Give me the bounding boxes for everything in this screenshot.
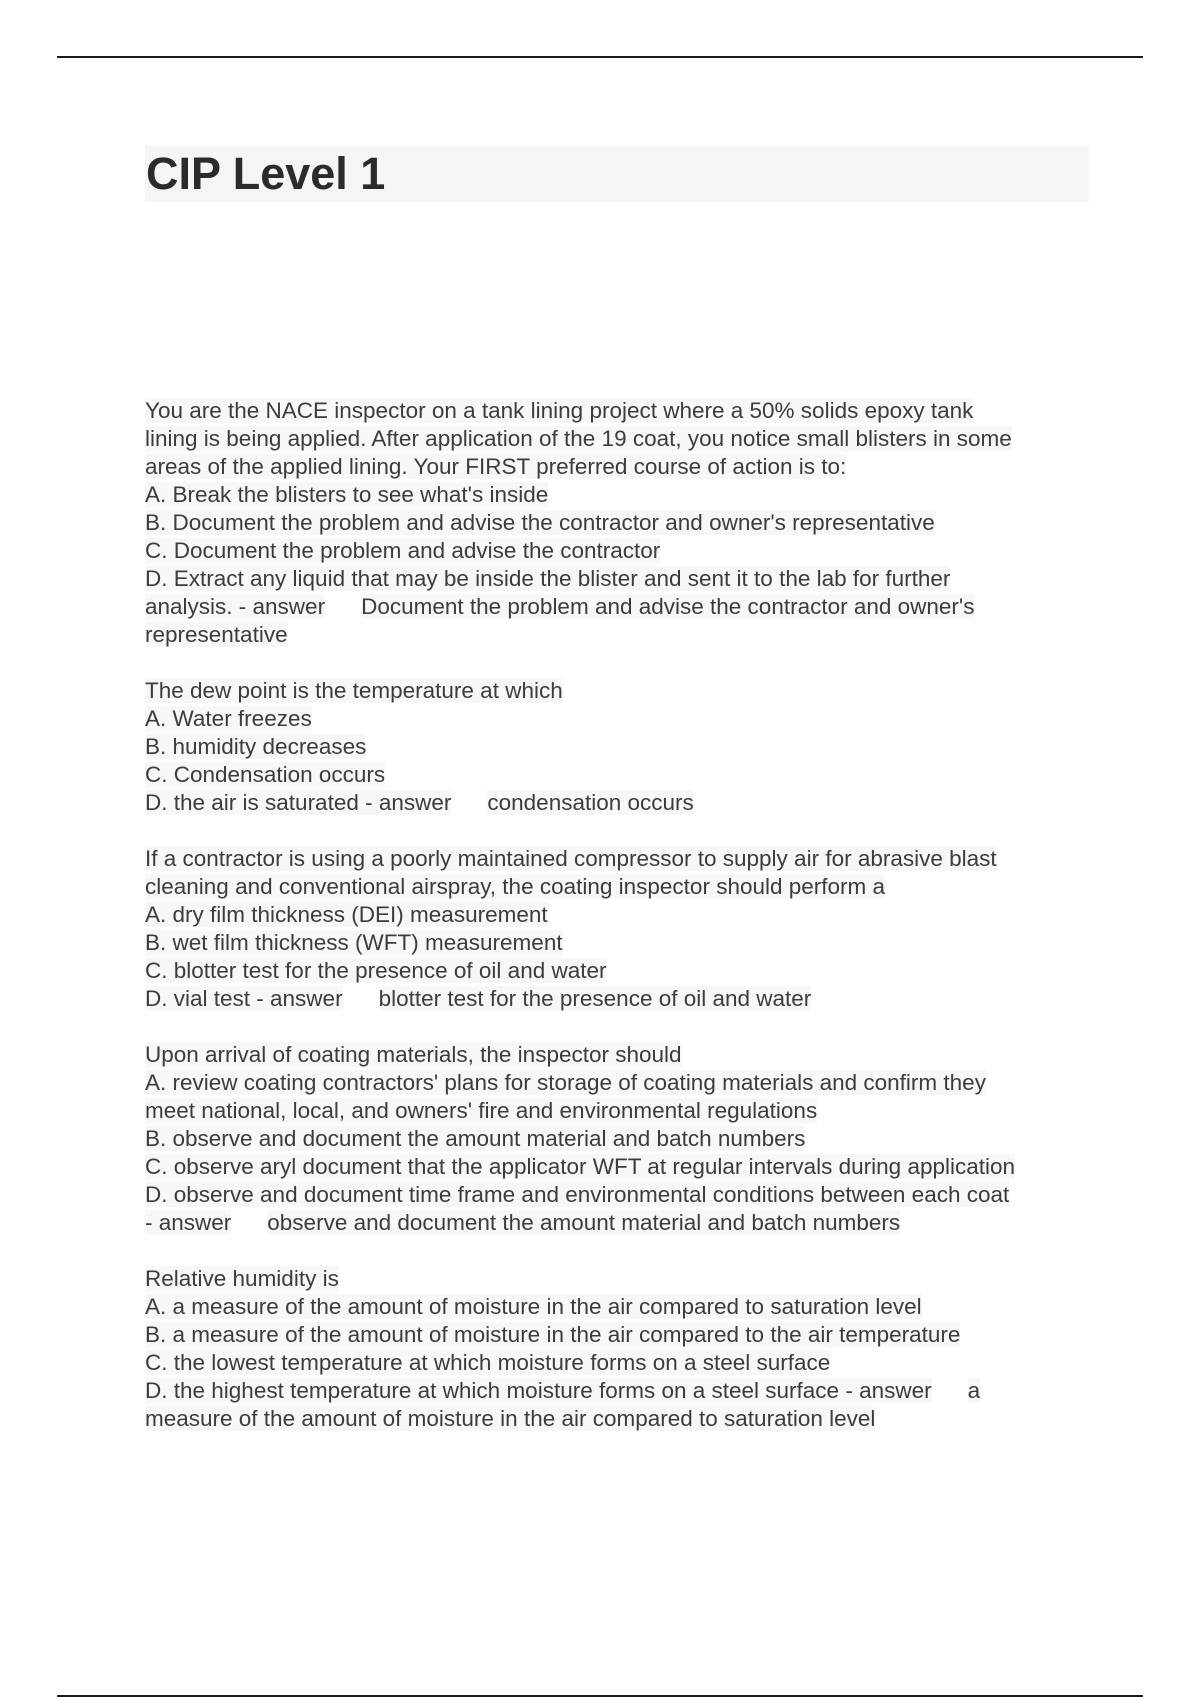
option-b: B. a measure of the amount of moisture in the air compared to the air temperature xyxy=(145,1322,961,1347)
option-c: C. Document the problem and advise the contractor xyxy=(145,538,661,563)
footer-rule xyxy=(57,1695,1143,1697)
option-b: B. wet film thickness (WFT) measurement xyxy=(145,930,563,955)
answer-line: - answer observe and document the amount material and batch numbers xyxy=(145,1210,901,1235)
answer-text: blotter test for the presence of oil and water xyxy=(378,986,812,1011)
option-a: A. a measure of the amount of moisture in the air compared to saturation level xyxy=(145,1294,922,1319)
answer-continuation: measure of the amount of moisture in the air compared to saturation level xyxy=(145,1406,876,1431)
question-block xyxy=(145,1265,1105,1433)
answer-text: a xyxy=(967,1378,981,1403)
answer-line: D. vial test - answer blotter test for the presence of oil and water xyxy=(145,986,812,1011)
question-text-line: lining is being applied. After application of the 19 coat, you notice small blisters in some xyxy=(145,426,1012,451)
answer-text: Document the problem and advise the contractor and owner's xyxy=(361,594,975,619)
answer-line: D. the air is saturated - answer condensation occurs xyxy=(145,790,694,815)
question-block xyxy=(145,397,1105,649)
question-text-line: areas of the applied lining. Your FIRST preferred course of action is to: xyxy=(145,454,847,479)
question-block xyxy=(145,845,1105,1013)
option-d: D. Extract any liquid that may be inside the blister and sent it to the lab for further xyxy=(145,566,951,591)
option-a: A. dry film thickness (DEI) measurement xyxy=(145,902,548,927)
option-a: A. Break the blisters to see what's inside xyxy=(145,482,549,507)
answer-line: analysis. - answer Document the problem and advise the contractor and owner's xyxy=(145,594,975,619)
option-c: C. observe aryl document that the applicator WFT at regular intervals during application xyxy=(145,1154,1016,1179)
question-list xyxy=(145,397,1105,1461)
question-text-line: Upon arrival of coating materials, the inspector should xyxy=(145,1042,682,1067)
option-d: D. observe and document time frame and environmental conditions between each coat xyxy=(145,1182,1010,1207)
question-text-line: You are the NACE inspector on a tank lining project where a 50% solids epoxy tank xyxy=(145,398,974,423)
answer-line: D. the highest temperature at which moisture forms on a steel surface - answer a xyxy=(145,1378,981,1403)
question-text-line: cleaning and conventional airspray, the coating inspector should perform a xyxy=(145,874,886,899)
option-b: B. Document the problem and advise the contractor and owner's representative xyxy=(145,510,935,535)
page-title: CIP Level 1 xyxy=(146,148,386,199)
question-block xyxy=(145,677,1105,817)
option-a: A. review coating contractors' plans for storage of coating materials and confirm they xyxy=(145,1070,986,1095)
option-c: C. Condensation occurs xyxy=(145,762,386,787)
answer-text: observe and document the amount material and batch numbers xyxy=(267,1210,901,1235)
question-text-line: The dew point is the temperature at which xyxy=(145,678,563,703)
option-a: A. Water freezes xyxy=(145,706,312,731)
question-block xyxy=(145,1041,1105,1237)
header-rule xyxy=(57,56,1143,58)
question-text-line: If a contractor is using a poorly maintained compressor to supply air for abrasive blast xyxy=(145,846,997,871)
question-text-line: Relative humidity is xyxy=(145,1266,339,1291)
option-b: B. observe and document the amount material and batch numbers xyxy=(145,1126,806,1151)
answer-continuation: representative xyxy=(145,622,288,647)
option-c: C. blotter test for the presence of oil and water xyxy=(145,958,607,983)
option-b: B. humidity decreases xyxy=(145,734,367,759)
answer-text: condensation occurs xyxy=(487,790,694,815)
option-c: C. the lowest temperature at which moisture forms on a steel surface xyxy=(145,1350,831,1375)
option-a-continued: meet national, local, and owners' fire and environmental regulations xyxy=(145,1098,818,1123)
